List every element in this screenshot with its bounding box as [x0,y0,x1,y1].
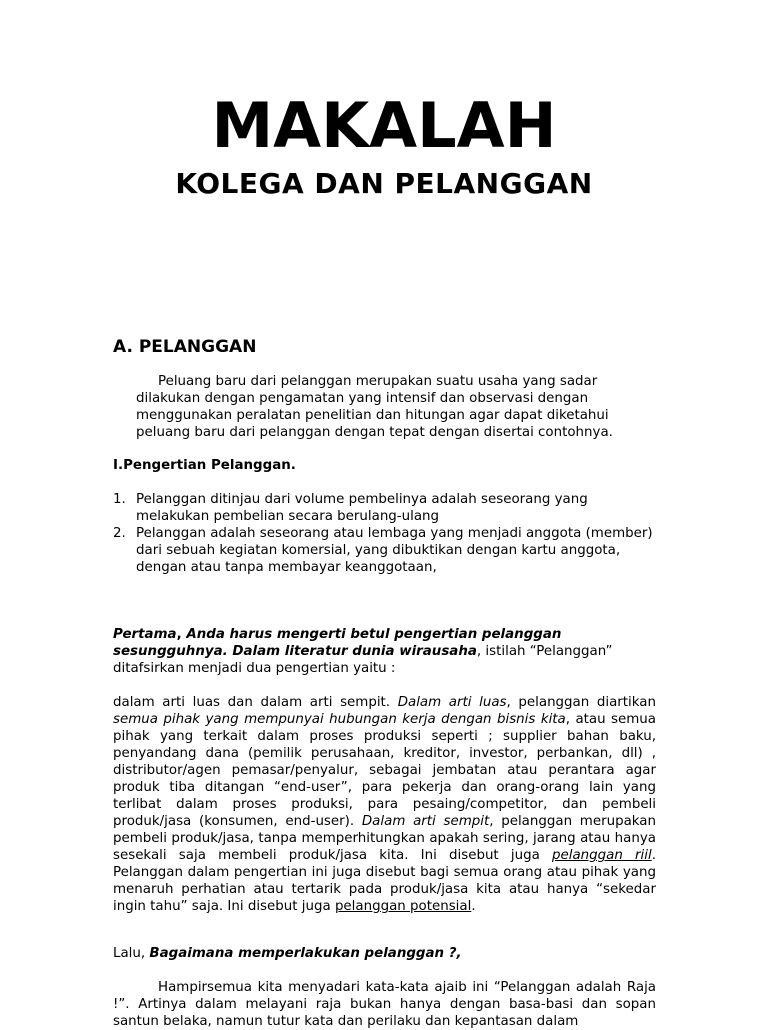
underlined-term: pelanggan riil [552,848,652,863]
body-text: . [471,899,476,914]
body-text: , atau semua pihak yang terkait dalam proses produksi seperti ; supplier bahan baku, penyandang dana (pemilik perusahaan, kreditor, investor, perbankan, dll) , distributor/agen pemasar/penyalur, sebagai jembatan atau perantara agar produk tiba ditangan “end-user”, para pekerja dan orang-orang lain yang terlibat dalam proses produksi, para pesaing/competitor, dan pembeli produk/jasa (konsumen, end-user). [113,712,656,829]
emphasis-text: Bagaimana memperlakukan pelanggan ?, [149,946,462,961]
list-text: Pelanggan adalah seseorang atau lembaga yang menjadi anggota (member) dari sebuah kegiatan komersial, yang dibuktikan dengan kartu anggota, dengan atau tanpa membayar keanggotaan, [136,526,653,575]
list-item [113,491,653,525]
definition-list [113,491,653,576]
list-number: 2. [113,526,126,541]
list-text: Pelanggan ditinjau dari volume pembelinya adalah seseorang yang melakukan pembelian secara berulang-ulang [136,492,588,524]
paragraph-hampirsemua: Hampirsemua kita menyadari kata-kata ajaib ini “Pelanggan adalah Raja !”. Artinya dalam melayani raja bukan hanya dengan basa-basi dan sopan santun belaka, namun tutur kata dan perilaku dan kepantasan dalam [113,980,656,1029]
body-text: dalam arti luas dan dalam arti sempit. [113,695,398,710]
emphasis-text: , [176,627,182,642]
italic-text: Dalam arti sempit [361,814,490,829]
intro-paragraph: Peluang baru dari pelanggan merupakan suatu usaha yang sadar dilakukan dengan pengamatan yang intensif dan observasi dengan menggunakan peralatan penelitian dan hitungan agar dapat diketahui peluang baru dari pelanggan dengan tepat dengan disertai contohnya. [136,374,613,440]
emphasis-text: Pertama [113,627,177,642]
italic-text: Dalam arti luas [397,695,507,710]
underlined-term: pelanggan potensial [334,899,472,914]
list-item [113,525,653,576]
italic-text: semua pihak yang mempunyai hubungan kerja dengan bisnis kita [113,712,566,727]
body-text: , pelanggan merupakan pembeli produk/jasa, tanpa memperhitungkan apakah sering, jarang atau hanya sesekali saja membeli produk/jasa kita. Ini disebut juga [113,814,656,863]
paragraph-pertama [113,626,663,677]
body-text: Lalu, [113,946,150,961]
sub-heading-pengertian: I.Pengertian Pelanggan. [113,458,296,473]
body-text: . Pelanggan dalam pengertian ini juga disebut bagi semua orang atau pihak yang menaruh perhatian atau tertarik pada produk/jasa kita atau hanya “sekedar ingin tahu” saja. Ini disebut juga [113,848,656,914]
paragraph-lalu [113,945,663,962]
body-text: , istilah “Pelanggan” ditafsirkan menjadi dua pengertian yaitu : [113,644,613,676]
document-title: MAKALAH [211,89,557,162]
emphasis-text: Anda harus mengerti betul pengertian pelanggan sesungguhnya. Dalam literatur dunia wirausaha [113,627,562,659]
section-heading-pelanggan: A. PELANGGAN [113,337,257,357]
document-subtitle: KOLEGA DAN PELANGGAN [175,167,593,200]
body-text: , pelanggan diartikan [506,695,656,710]
paragraph-arti [113,694,656,915]
list-number: 1. [113,492,126,507]
